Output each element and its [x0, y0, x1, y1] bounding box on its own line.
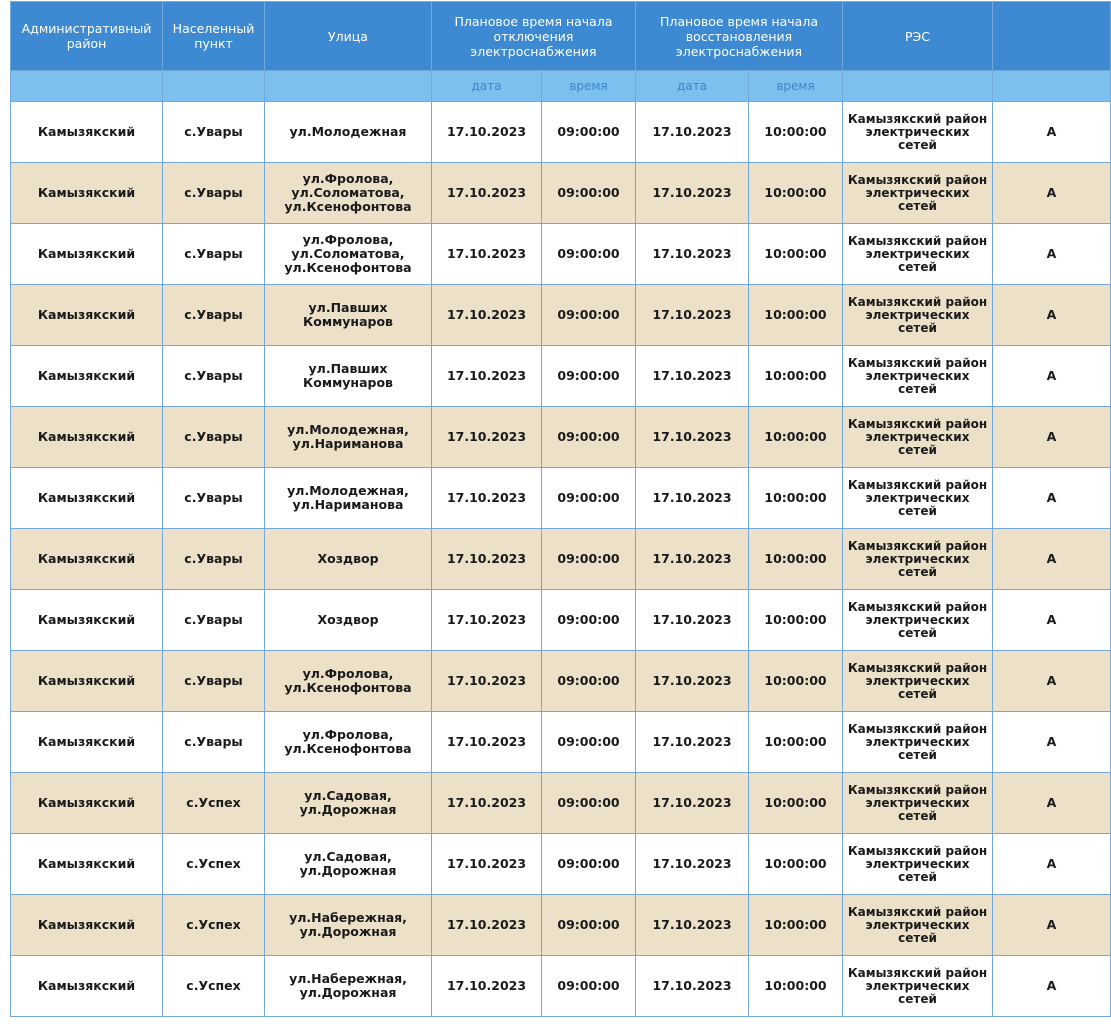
cell-on-time: 10:00:00	[749, 834, 843, 895]
cell-settlement: с.Увары	[163, 529, 265, 590]
cell-next: А	[993, 773, 1111, 834]
cell-district: Камызякский	[11, 712, 163, 773]
cell-district: Камызякский	[11, 834, 163, 895]
cell-settlement: с.Увары	[163, 590, 265, 651]
cell-off-time: 09:00:00	[542, 773, 636, 834]
cell-off-date: 17.10.2023	[432, 224, 542, 285]
cell-off-time: 09:00:00	[542, 529, 636, 590]
cell-street: ул.Павших Коммунаров	[265, 346, 432, 407]
cell-on-time: 10:00:00	[749, 529, 843, 590]
cell-off-date: 17.10.2023	[432, 102, 542, 163]
cell-street: ул.Молодежная, ул.Нариманова	[265, 407, 432, 468]
header-restore-time: Плановое время начала восстановления электроснабжения	[636, 2, 843, 71]
cell-on-time: 10:00:00	[749, 712, 843, 773]
cell-settlement: с.Успех	[163, 773, 265, 834]
cell-district: Камызякский	[11, 468, 163, 529]
cell-district: Камызякский	[11, 651, 163, 712]
cell-street: ул.Фролова, ул.Соломатова, ул.Ксенофонтова	[265, 224, 432, 285]
subheader-off-time: время	[542, 71, 636, 102]
cell-settlement: с.Успех	[163, 956, 265, 1017]
cell-off-time: 09:00:00	[542, 102, 636, 163]
subheader-empty	[993, 71, 1111, 102]
subheader-off-date: дата	[432, 71, 542, 102]
cell-on-time: 10:00:00	[749, 224, 843, 285]
cell-next: А	[993, 834, 1111, 895]
cell-res: Камызякский район электрических сетей	[843, 590, 993, 651]
cell-district: Камызякский	[11, 102, 163, 163]
subheader-empty	[163, 71, 265, 102]
header-settlement: Населенный пункт	[163, 2, 265, 71]
header-next	[993, 2, 1111, 71]
table-row	[11, 407, 1111, 468]
cell-street: Хоздвор	[265, 529, 432, 590]
cell-off-date: 17.10.2023	[432, 895, 542, 956]
cell-on-time: 10:00:00	[749, 956, 843, 1017]
cell-off-date: 17.10.2023	[432, 285, 542, 346]
table-row	[11, 102, 1111, 163]
cell-next: А	[993, 529, 1111, 590]
cell-on-time: 10:00:00	[749, 590, 843, 651]
cell-on-time: 10:00:00	[749, 895, 843, 956]
cell-res: Камызякский район электрических сетей	[843, 468, 993, 529]
cell-district: Камызякский	[11, 224, 163, 285]
cell-off-date: 17.10.2023	[432, 773, 542, 834]
cell-street: ул.Фролова, ул.Соломатова, ул.Ксенофонтова	[265, 163, 432, 224]
cell-street: ул.Фролова, ул.Ксенофонтова	[265, 712, 432, 773]
cell-on-time: 10:00:00	[749, 773, 843, 834]
cell-res: Камызякский район электрических сетей	[843, 773, 993, 834]
cell-on-date: 17.10.2023	[636, 712, 749, 773]
cell-next: А	[993, 956, 1111, 1017]
cell-on-date: 17.10.2023	[636, 773, 749, 834]
cell-res: Камызякский район электрических сетей	[843, 224, 993, 285]
cell-off-time: 09:00:00	[542, 346, 636, 407]
cell-res: Камызякский район электрических сетей	[843, 102, 993, 163]
cell-res: Камызякский район электрических сетей	[843, 163, 993, 224]
cell-settlement: с.Увары	[163, 285, 265, 346]
cell-off-date: 17.10.2023	[432, 590, 542, 651]
cell-next: А	[993, 346, 1111, 407]
cell-street: ул.Набережная, ул.Дорожная	[265, 895, 432, 956]
cell-off-time: 09:00:00	[542, 468, 636, 529]
header-street: Улица	[265, 2, 432, 71]
table-row	[11, 712, 1111, 773]
header-off-time: Плановое время начала отключения электроснабжения	[432, 2, 636, 71]
cell-off-date: 17.10.2023	[432, 407, 542, 468]
table-body	[11, 102, 1111, 1017]
cell-res: Камызякский район электрических сетей	[843, 285, 993, 346]
cell-settlement: с.Увары	[163, 102, 265, 163]
cell-on-time: 10:00:00	[749, 285, 843, 346]
cell-settlement: с.Увары	[163, 163, 265, 224]
cell-off-time: 09:00:00	[542, 895, 636, 956]
cell-on-date: 17.10.2023	[636, 285, 749, 346]
cell-settlement: с.Успех	[163, 895, 265, 956]
cell-off-date: 17.10.2023	[432, 651, 542, 712]
cell-on-date: 17.10.2023	[636, 468, 749, 529]
table-row	[11, 285, 1111, 346]
cell-res: Камызякский район электрических сетей	[843, 651, 993, 712]
table-row	[11, 590, 1111, 651]
subheader-on-time: время	[749, 71, 843, 102]
cell-off-time: 09:00:00	[542, 163, 636, 224]
subheader-on-date: дата	[636, 71, 749, 102]
cell-district: Камызякский	[11, 773, 163, 834]
cell-on-date: 17.10.2023	[636, 895, 749, 956]
header-row	[11, 2, 1111, 71]
cell-res: Камызякский район электрических сетей	[843, 956, 993, 1017]
table-row	[11, 468, 1111, 529]
cell-settlement: с.Успех	[163, 834, 265, 895]
table-row	[11, 529, 1111, 590]
cell-on-time: 10:00:00	[749, 163, 843, 224]
cell-next: А	[993, 285, 1111, 346]
cell-next: А	[993, 895, 1111, 956]
cell-off-time: 09:00:00	[542, 407, 636, 468]
cell-res: Камызякский район электрических сетей	[843, 895, 993, 956]
cell-next: А	[993, 224, 1111, 285]
table-header	[11, 2, 1111, 102]
cell-off-time: 09:00:00	[542, 224, 636, 285]
cell-settlement: с.Увары	[163, 224, 265, 285]
cell-settlement: с.Увары	[163, 407, 265, 468]
cell-next: А	[993, 590, 1111, 651]
cell-res: Камызякский район электрических сетей	[843, 407, 993, 468]
cell-off-time: 09:00:00	[542, 651, 636, 712]
cell-off-date: 17.10.2023	[432, 163, 542, 224]
table-row	[11, 834, 1111, 895]
cell-district: Камызякский	[11, 956, 163, 1017]
cell-street: ул.Молодежная, ул.Нариманова	[265, 468, 432, 529]
cell-on-time: 10:00:00	[749, 407, 843, 468]
cell-next: А	[993, 102, 1111, 163]
cell-off-time: 09:00:00	[542, 834, 636, 895]
cell-district: Камызякский	[11, 285, 163, 346]
cell-off-date: 17.10.2023	[432, 346, 542, 407]
cell-on-date: 17.10.2023	[636, 651, 749, 712]
cell-street: ул.Молодежная	[265, 102, 432, 163]
cell-next: А	[993, 712, 1111, 773]
cell-on-date: 17.10.2023	[636, 163, 749, 224]
cell-street: Хоздвор	[265, 590, 432, 651]
cell-res: Камызякский район электрических сетей	[843, 346, 993, 407]
cell-on-time: 10:00:00	[749, 468, 843, 529]
subheader-row	[11, 71, 1111, 102]
outage-schedule-table	[10, 1, 1111, 1017]
cell-district: Камызякский	[11, 895, 163, 956]
cell-district: Камызякский	[11, 407, 163, 468]
subheader-empty	[265, 71, 432, 102]
cell-off-date: 17.10.2023	[432, 468, 542, 529]
cell-next: А	[993, 163, 1111, 224]
cell-on-date: 17.10.2023	[636, 407, 749, 468]
cell-street: ул.Садовая, ул.Дорожная	[265, 773, 432, 834]
cell-street: ул.Садовая, ул.Дорожная	[265, 834, 432, 895]
table-row	[11, 224, 1111, 285]
cell-off-date: 17.10.2023	[432, 834, 542, 895]
cell-on-date: 17.10.2023	[636, 590, 749, 651]
subheader-empty	[843, 71, 993, 102]
cell-off-date: 17.10.2023	[432, 529, 542, 590]
cell-settlement: с.Увары	[163, 651, 265, 712]
cell-next: А	[993, 651, 1111, 712]
cell-on-date: 17.10.2023	[636, 346, 749, 407]
cell-res: Камызякский район электрических сетей	[843, 529, 993, 590]
cell-street: ул.Фролова, ул.Ксенофонтова	[265, 651, 432, 712]
table-row	[11, 956, 1111, 1017]
cell-off-date: 17.10.2023	[432, 712, 542, 773]
cell-settlement: с.Увары	[163, 346, 265, 407]
cell-district: Камызякский	[11, 529, 163, 590]
cell-on-date: 17.10.2023	[636, 956, 749, 1017]
table-row	[11, 895, 1111, 956]
cell-settlement: с.Увары	[163, 468, 265, 529]
header-res: РЭС	[843, 2, 993, 71]
cell-on-date: 17.10.2023	[636, 834, 749, 895]
cell-street: ул.Набережная, ул.Дорожная	[265, 956, 432, 1017]
cell-off-time: 09:00:00	[542, 712, 636, 773]
cell-off-time: 09:00:00	[542, 590, 636, 651]
cell-next: А	[993, 468, 1111, 529]
cell-district: Камызякский	[11, 590, 163, 651]
cell-settlement: с.Увары	[163, 712, 265, 773]
cell-res: Камызякский район электрических сетей	[843, 712, 993, 773]
cell-off-time: 09:00:00	[542, 956, 636, 1017]
cell-district: Камызякский	[11, 163, 163, 224]
cell-on-time: 10:00:00	[749, 651, 843, 712]
header-district: Административный район	[11, 2, 163, 71]
table-row	[11, 773, 1111, 834]
cell-off-date: 17.10.2023	[432, 956, 542, 1017]
subheader-empty	[11, 71, 163, 102]
cell-on-time: 10:00:00	[749, 346, 843, 407]
cell-on-date: 17.10.2023	[636, 224, 749, 285]
cell-res: Камызякский район электрических сетей	[843, 834, 993, 895]
table-row	[11, 651, 1111, 712]
cell-off-time: 09:00:00	[542, 285, 636, 346]
cell-district: Камызякский	[11, 346, 163, 407]
cell-on-date: 17.10.2023	[636, 529, 749, 590]
cell-on-time: 10:00:00	[749, 102, 843, 163]
cell-street: ул.Павших Коммунаров	[265, 285, 432, 346]
table-row	[11, 163, 1111, 224]
table-row	[11, 346, 1111, 407]
cell-next: А	[993, 407, 1111, 468]
cell-on-date: 17.10.2023	[636, 102, 749, 163]
